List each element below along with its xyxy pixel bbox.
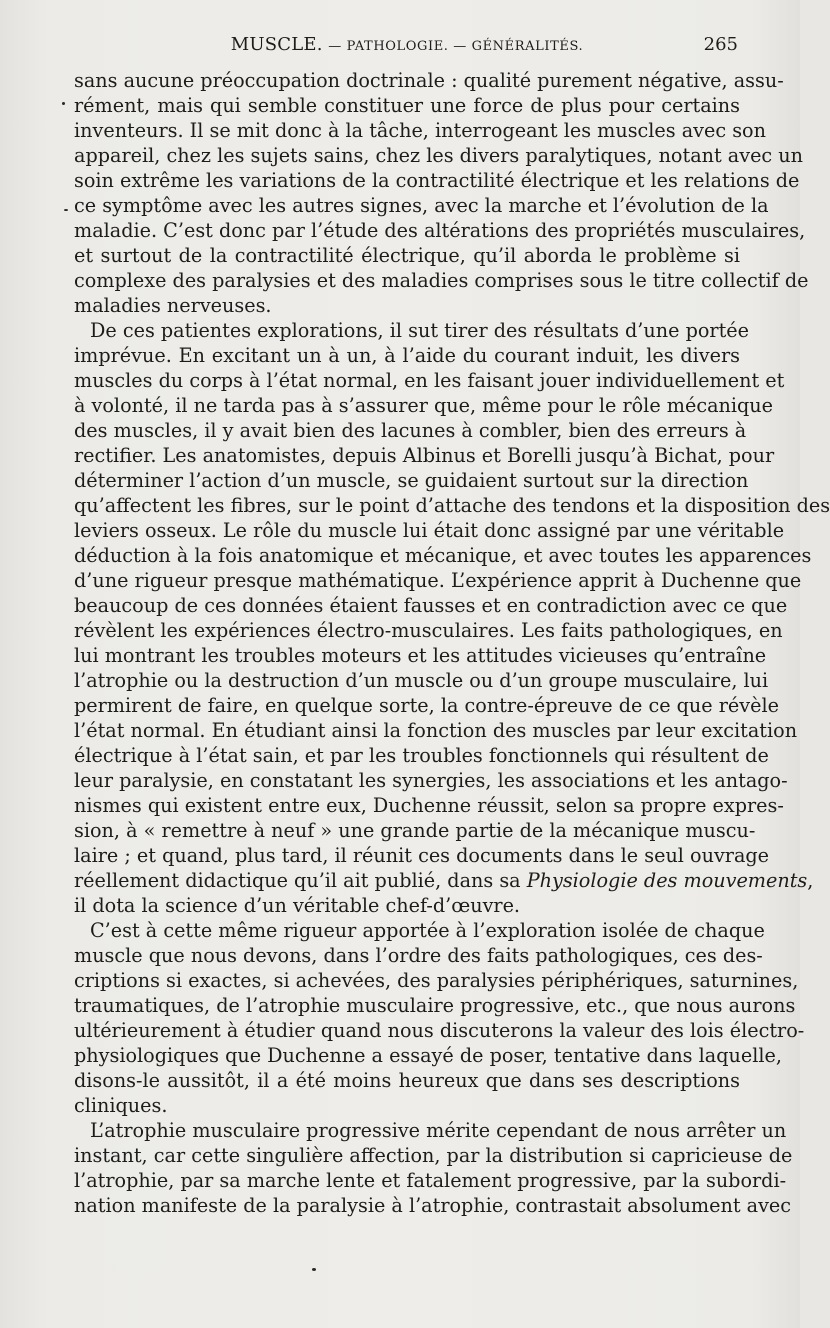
text-line: criptions si exactes, si achevées, des paralysies périphériques, saturnines, (74, 969, 799, 992)
text-line: déduction à la fois anatomique et mécanique, et avec toutes les apparences (74, 544, 812, 567)
text-line: complexe des paralysies et des maladies comprises sous le titre collectif de (74, 269, 809, 292)
text-line: à volonté, il ne tarda pas à s’assurer que, même pour le rôle mécanique (74, 394, 773, 417)
text-line: instant, car cette singulière affection, par la distribution si capricieuse de (74, 1144, 793, 1167)
text-line: réellement didactique qu’il ait publié, dans sa Physiologie des mouvements, (74, 869, 814, 892)
text-line: leviers osseux. Le rôle du muscle lui était donc assigné par une véritable (74, 519, 785, 542)
text-line: C’est à cette même rigueur apportée à l’exploration isolée de chaque (90, 919, 765, 942)
text-line: inventeurs. Il se mit donc à la tâche, interrogeant les muscles avec son (74, 119, 766, 142)
text-line: l’état normal. En étudiant ainsi la fonction des muscles par leur excitation (74, 719, 798, 742)
text-line: des muscles, il y avait bien des lacunes à combler, bien des erreurs à (74, 419, 747, 442)
text-line: beaucoup de ces données étaient fausses et en contradiction avec ce que (74, 594, 788, 617)
text-line: laire ; et quand, plus tard, il réunit ces documents dans le seul ouvrage (74, 844, 770, 867)
paragraph (74, 1118, 793, 1218)
text-line: physiologiques que Duchenne a essayé de poser, tentative dans laquelle, (74, 1044, 782, 1067)
text-line: l’atrophie, par sa marche lente et fatalement progressive, par la subordi- (74, 1169, 787, 1192)
text-line: disons-le aussitôt, il a été moins heureux que dans ses descriptions (74, 1069, 740, 1092)
text-line: imprévue. En excitant un à un, à l’aide du courant induit, les divers (74, 344, 740, 367)
print-speck (312, 1268, 316, 1271)
text-line: De ces patientes explorations, il sut tirer des résultats d’une portée (90, 319, 750, 342)
text-line: rectifier. Les anatomistes, depuis Albinus et Borelli jusqu’à Bichat, pour (74, 444, 775, 467)
text-line: muscle que nous devons, dans l’ordre des faits pathologiques, ces des- (74, 944, 763, 967)
paragraph (74, 318, 830, 918)
text-line: soin extrême les variations de la contractilité électrique et les relations de (74, 169, 800, 192)
text-line: sion, à « remettre à neuf » une grande partie de la mécanique muscu- (74, 819, 756, 842)
paragraph (74, 918, 805, 1118)
text-line: muscles du corps à l’état normal, en les faisant jouer individuellement et (74, 369, 785, 392)
header-title-main: MUSCLE. (230, 34, 323, 55)
book-title: Physiologie des mouvements (526, 869, 808, 892)
text-line: révèlent les expériences électro-musculaires. Les faits pathologiques, en (74, 619, 783, 642)
text-line: ce symptôme avec les autres signes, avec la marche et l’évolution de la (74, 194, 769, 217)
text-line: l’atrophie ou la destruction d’un muscle ou d’un groupe musculaire, lui (74, 669, 769, 692)
text-line: et surtout de la contractilité électrique, qu’il aborda le problème si (74, 244, 740, 267)
text-line: maladie. C’est donc par l’étude des altérations des propriétés musculaires, (74, 219, 806, 242)
print-speck (62, 102, 65, 105)
text-line: permirent de faire, en quelque sorte, la contre-épreuve de ce que révèle (74, 694, 779, 717)
header-title-rest: — PATHOLOGIE. — GÉNÉRALITÉS. (328, 39, 584, 54)
text-line: d’une rigueur presque mathématique. L’expérience apprit à Duchenne que (74, 569, 802, 592)
text-line: lui montrant les troubles moteurs et les attitudes vicieuses qu’entraîne (74, 644, 767, 667)
text-line: qu’affectent les fibres, sur le point d’attache des tendons et la disposition des (74, 494, 830, 517)
page-number: 265 (703, 34, 738, 55)
text-line: traumatiques, de l’atrophie musculaire progressive, etc., que nous aurons (74, 994, 796, 1017)
text-line: cliniques. (74, 1094, 168, 1117)
text-line: leur paralysie, en constatant les synergies, les associations et les antago- (74, 769, 788, 792)
header-title (74, 34, 740, 55)
text-line: il dota la science d’un véritable chef-d’œuvre. (74, 894, 521, 917)
text-line: rément, mais qui semble constituer une force de plus pour certains (74, 94, 740, 117)
paragraph (74, 68, 809, 318)
text-line: maladies nerveuses. (74, 294, 272, 317)
text-line: nation manifeste de la paralysie à l’atrophie, contrastait absolument avec (74, 1194, 792, 1217)
print-speck (64, 209, 68, 211)
text-line: nismes qui existent entre eux, Duchenne réussit, selon sa propre expres- (74, 794, 784, 817)
text-line: électrique à l’état sain, et par les troubles fonctionnels qui résultent de (74, 744, 769, 767)
running-header (74, 34, 740, 60)
text-line: L’atrophie musculaire progressive mérite cependant de nous arrêter un (90, 1119, 787, 1142)
text-line: appareil, chez les sujets sains, chez les divers paralytiques, notant avec un (74, 144, 803, 167)
body-text (74, 68, 830, 1218)
text-line: sans aucune préoccupation doctrinale : qualité purement négative, assu- (74, 69, 784, 92)
text-line: déterminer l’action d’un muscle, se guidaient surtout sur la direction (74, 469, 749, 492)
text-line: ultérieurement à étudier quand nous discuterons la valeur des lois électro- (74, 1019, 805, 1042)
